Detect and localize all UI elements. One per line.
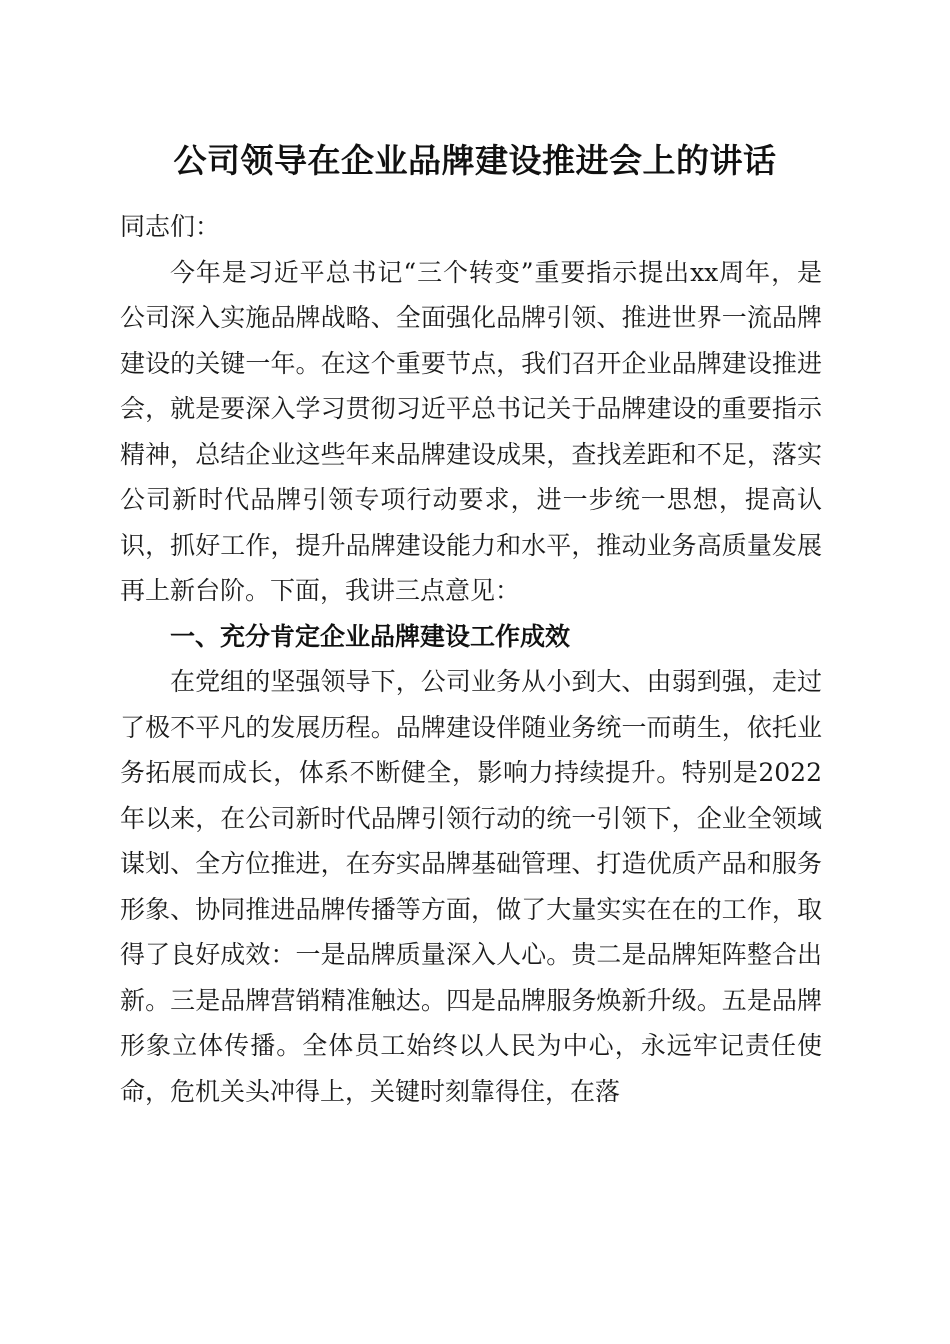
document-body: [120, 204, 822, 1114]
paragraph-intro: 今年是习近平总书记“三个转变”重要指示提出xx周年，是公司深入实施品牌战略、全面强化品牌引领、推进世界一流品牌建设的关键一年。在这个重要节点，我们召开企业品牌建设推进会，就是要深入学习贯彻习近平总书记关于品牌建设的重要指示精神，总结企业这些年来品牌建设成果，查找差距和不足，落实公司新时代品牌引领专项行动要求，进一步统一思想，提高认识，抓好工作，提升品牌建设能力和水平，推动业务高质量发展再上新台阶。下面，我讲三点意见：: [120, 257, 822, 605]
document-title: 公司领导在企业品牌建设推进会上的讲话: [173, 141, 777, 180]
salutation: 同志们：: [120, 212, 221, 241]
paragraph-achievements: 在党组的坚强领导下，公司业务从小到大、由弱到强，走过了极不平凡的发展历程。品牌建设伴随业务统一而萌生，依托业务拓展而成长，体系不断健全，影响力持续提升。特别是2022年以来，在公司新时代品牌引领行动的统一引领下，企业全领域谋划、全方位推进，在夯实品牌基础管理、打造优质产品和服务形象、协同推进品牌传播等方面，做了大量实实在在的工作，取得了良好成效：一是品牌质量深入人心。贵二是品牌矩阵整合出新。三是品牌营销精准触达。四是品牌服务焕新升级。五是品牌形象立体传播。全体员工始终以人民为中心，永远牢记责任使命，危机关头冲得上，关键时刻靠得住，在落: [120, 667, 822, 1106]
section-heading-1: 一、充分肯定企业品牌建设工作成效: [170, 621, 571, 651]
